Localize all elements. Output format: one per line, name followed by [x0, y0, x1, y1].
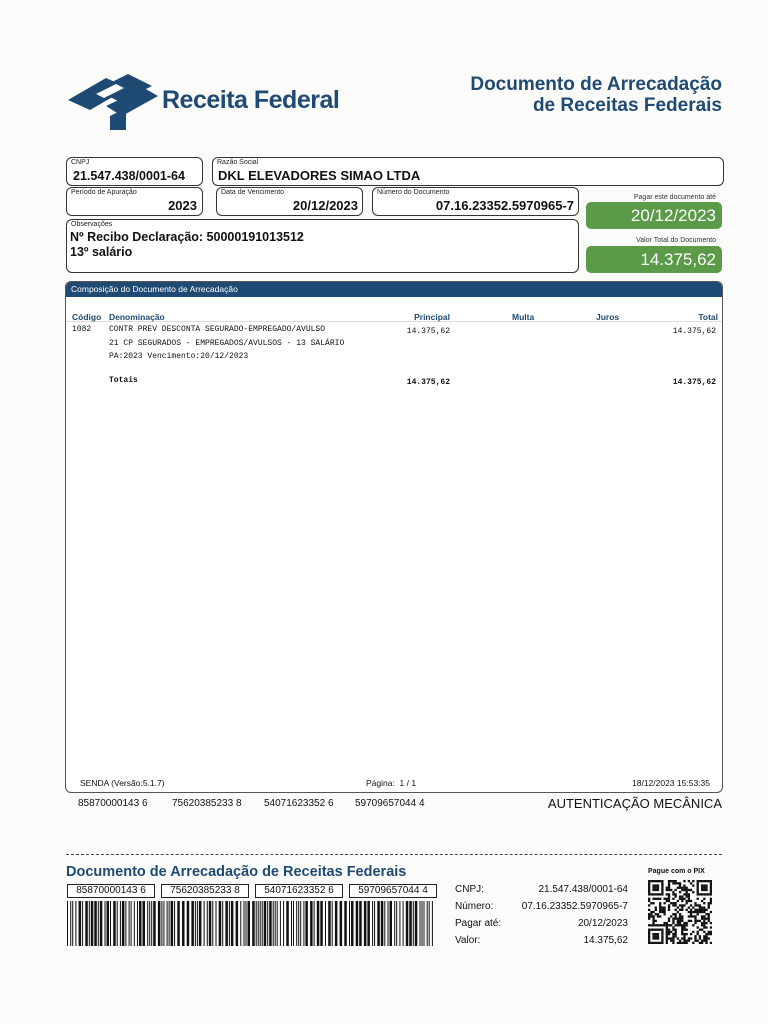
vencimento-box	[216, 187, 363, 216]
row-denominacao-line3: PA:2023 Vencimento:20/12/2023	[109, 352, 249, 361]
numero-documento-value: 07.16.23352.5970965-7	[435, 198, 574, 213]
stub-cnpj-value: 21.547.438/0001-64	[538, 884, 628, 895]
valor-total-label: Valor Total do Documento	[636, 237, 716, 244]
col-denominacao-header: Denominação	[109, 312, 165, 322]
linha-digitavel-1: 85870000143 6	[78, 798, 148, 809]
pagar-ate-value: 20/12/2023	[586, 202, 722, 229]
stub-title: Documento de Arrecadação de Receitas Federais	[66, 864, 407, 880]
row-total: 14.375,62	[672, 327, 716, 336]
periodo-label: Período de Apuração	[71, 189, 137, 196]
numero-documento-box	[372, 187, 579, 216]
col-total-header: Total	[698, 312, 718, 322]
stub-linha-digitavel-4: 59709657044 4	[349, 884, 437, 898]
senda-version: SENDA (Versão:5.1.7)	[80, 778, 165, 788]
row-denominacao-line1: CONTR PREV DESCONTA SEGURADO-EMPREGADO/AVULSO	[109, 325, 326, 334]
row-principal: 14.375,62	[406, 327, 450, 336]
logo-text: Receita Federal	[162, 86, 340, 114]
stub-pagar-label: Pagar até:	[455, 918, 502, 929]
valor-total-value: 14.375,62	[586, 246, 722, 273]
stub-linha-digitavel-1: 85870000143 6	[67, 884, 155, 898]
stub-numero-value: 07.16.23352.5970965-7	[521, 901, 628, 912]
composicao-title: Composição do Documento de Arrecadação	[71, 284, 238, 294]
stub-linha-digitavel-3: 54071623352 6	[255, 884, 343, 898]
receita-federal-logo-icon	[66, 70, 162, 132]
periodo-box	[66, 187, 203, 216]
observacoes-box	[66, 219, 579, 273]
col-codigo-header: Código	[72, 312, 102, 322]
pix-label: Pague com o PIX	[648, 868, 705, 875]
cnpj-value: 21.547.438/0001-64	[73, 169, 185, 183]
razao-social-label: Razão Social	[217, 159, 259, 166]
numero-documento-label: Número do Documento	[377, 189, 450, 196]
stub-valor-label: Valor:	[455, 935, 481, 946]
page-number: Página: 1 / 1	[366, 778, 417, 788]
periodo-value: 2023	[168, 198, 197, 213]
totais-principal: 14.375,62	[406, 378, 450, 387]
page-title-line2: de Receitas Federais	[532, 95, 722, 116]
emission-datetime: 18/12/2023 15:53:35	[632, 778, 710, 788]
col-juros-header: Juros	[596, 312, 620, 322]
stub-cnpj-label: CNPJ:	[455, 884, 484, 895]
razao-social-box	[212, 157, 724, 186]
linha-digitavel-4: 59709657044 4	[355, 798, 425, 809]
linha-digitavel-3: 54071623352 6	[264, 798, 334, 809]
barcode-image	[67, 901, 437, 946]
totais-total: 14.375,62	[672, 378, 716, 387]
stub-valor-value: 14.375,62	[583, 935, 628, 946]
pix-qr-code-icon[interactable]	[648, 880, 712, 944]
col-principal-header: Principal	[414, 312, 450, 322]
col-multa-header: Multa	[512, 312, 535, 322]
row-denominacao-line2: 21 CP SEGURADOS - EMPREGADOS/AVULSOS - 13 SALÁRIO	[109, 339, 345, 348]
razao-social-value: DKL ELEVADORES SIMAO LTDA	[218, 168, 421, 183]
pagar-ate-label: Pagar este documento até	[633, 194, 716, 201]
page-title-line1: Documento de Arrecadação	[470, 74, 722, 95]
cnpj-box	[66, 157, 203, 186]
cut-line	[66, 854, 722, 855]
linha-digitavel-2: 75620385233 8	[172, 798, 242, 809]
stub-pagar-value: 20/12/2023	[577, 918, 628, 929]
totais-label: Totais	[109, 376, 138, 385]
cnpj-label: CNPJ	[71, 159, 90, 166]
autenticacao-mecanica: AUTENTICAÇÃO MECÂNICA	[547, 796, 722, 811]
row-codigo: 1082	[72, 325, 92, 334]
stub-linha-digitavel-2: 75620385233 8	[161, 884, 249, 898]
stub-numero-label: Número:	[455, 901, 494, 912]
observacoes-label: Observações	[71, 221, 113, 228]
vencimento-label: Data de Vencimento	[221, 189, 285, 196]
vencimento-value: 20/12/2023	[292, 198, 358, 213]
observacoes-line2: 13º salário	[70, 245, 133, 259]
observacoes-line1: Nº Recibo Declaração: 50000191013512	[70, 230, 304, 244]
